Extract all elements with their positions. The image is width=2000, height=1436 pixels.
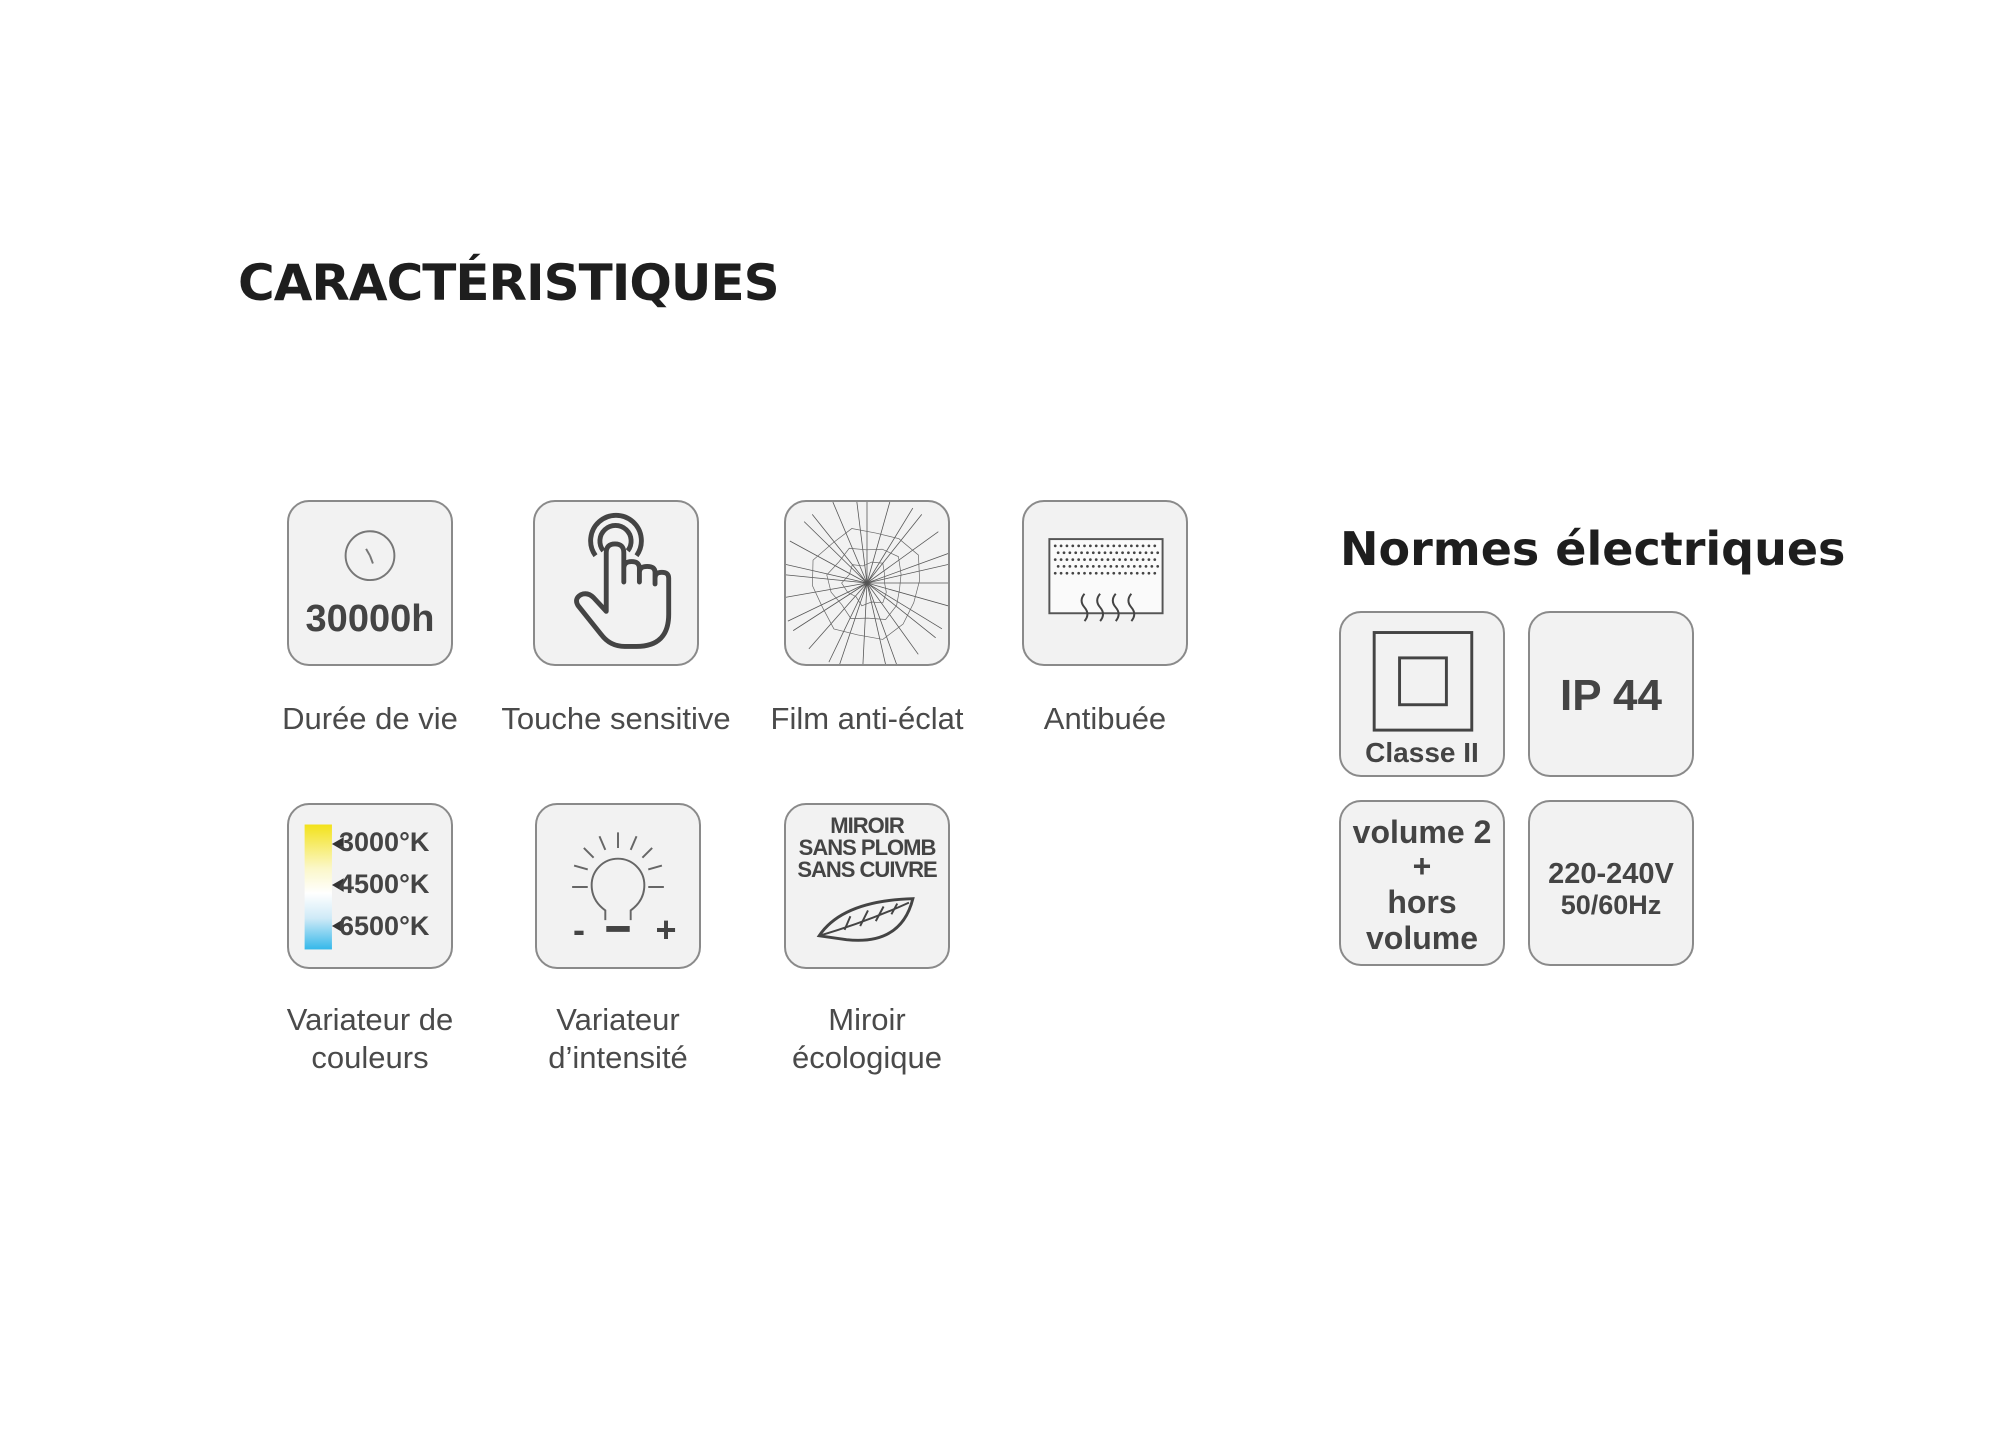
shatter-tile	[784, 500, 950, 666]
page-title: CARACTÉRISTIQUES	[238, 254, 779, 312]
eco-text-2: SANS PLOMB	[798, 835, 936, 860]
voltage-line-1: 220-240V	[1548, 858, 1674, 890]
feature-label-color: Variateur de couleurs	[286, 1002, 454, 1075]
touch-tile	[533, 500, 699, 666]
temp-3000: 3000°K	[339, 827, 430, 857]
eco-text-1: MIROIR	[830, 813, 904, 838]
dimmer-tile	[535, 803, 701, 969]
volume-line-2: +	[1412, 848, 1432, 884]
dimmer-plus: +	[655, 909, 677, 950]
feature-label-eco: Miroir écologique	[792, 1002, 942, 1075]
ip-rating: IP 44	[1560, 671, 1662, 720]
feature-label-shatter: Film anti-éclat	[770, 701, 964, 736]
voltage-line-2: 50/60Hz	[1560, 890, 1662, 920]
feature-label-touch: Touche sensitive	[501, 701, 731, 736]
touch-hand-icon	[535, 502, 697, 664]
temp-6500: 6500°K	[339, 911, 430, 941]
eco-tile	[784, 803, 950, 969]
feature-label-lifetime: Durée de vie	[282, 701, 458, 736]
volume-tile	[1339, 800, 1505, 966]
eco-text-3: SANS CUIVRE	[797, 857, 937, 882]
classe-tile	[1339, 611, 1505, 777]
volume-line-4: volume	[1365, 920, 1479, 956]
volume-line-3: hors	[1387, 884, 1457, 920]
dimmer-minus: -	[573, 909, 585, 950]
antifog-tile	[1022, 500, 1188, 666]
feature-label-dimmer: Variateur d’intensité	[548, 1002, 688, 1075]
shattered-glass-icon	[786, 502, 948, 664]
temp-4500: 4500°K	[339, 869, 430, 899]
normes-title: Normes électriques	[1340, 522, 1846, 576]
classe-label: Classe II	[1365, 737, 1479, 768]
voltage-tile	[1528, 800, 1694, 966]
antifog-icon	[1024, 502, 1186, 664]
lifetime-tile	[287, 500, 453, 666]
lifetime-value: 30000h	[305, 598, 435, 640]
volume-line-1: volume 2	[1352, 814, 1492, 850]
ip-tile	[1528, 611, 1694, 777]
color-temp-tile	[287, 803, 453, 969]
feature-label-antifog: Antibuée	[1043, 701, 1167, 736]
leaf-icon	[786, 805, 948, 967]
